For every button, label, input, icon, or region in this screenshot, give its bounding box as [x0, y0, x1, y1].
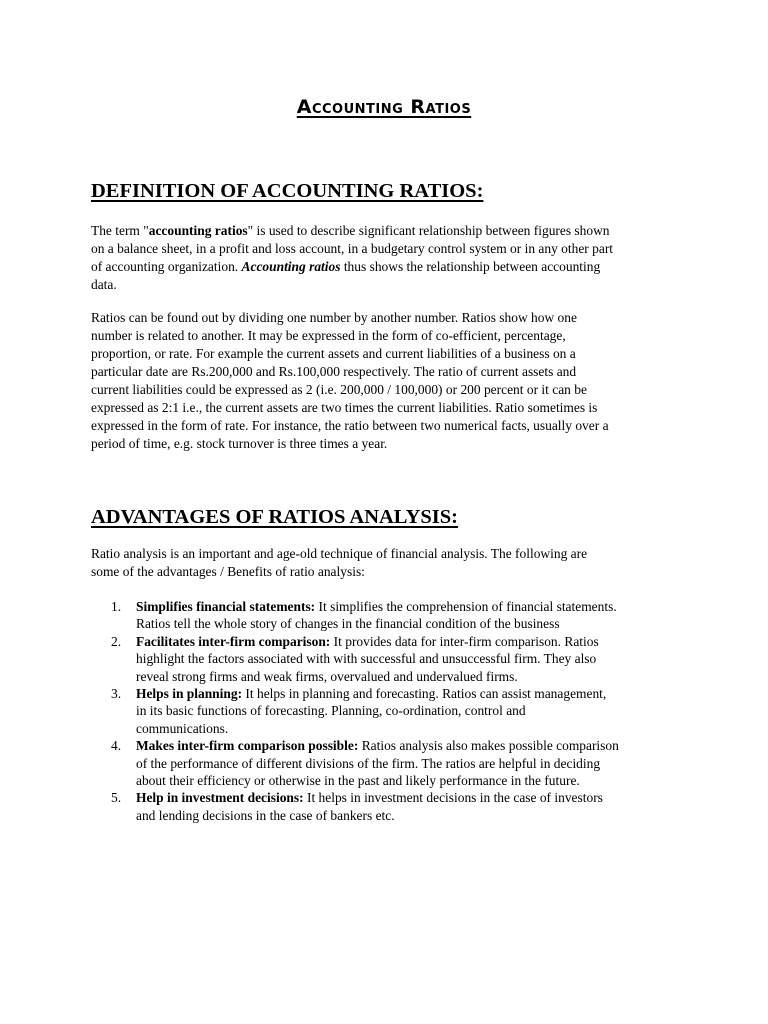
- definition-paragraph-2: [91, 309, 691, 453]
- text-line: data.: [91, 277, 117, 292]
- list-item: [91, 685, 619, 737]
- text-line: Makes inter-firm comparison possible: Ratios analysis also makes possible comparison: [136, 738, 619, 754]
- text-line: The term "accounting ratios" is used to describe significant relationship between figures shown: [91, 223, 610, 238]
- text-line: Ratios tell the whole story of changes in the financial condition of the business: [136, 616, 560, 632]
- text-line: Helps in planning: It helps in planning and forecasting. Ratios can assist management,: [136, 686, 607, 702]
- text-line: Ratio analysis is an important and age-old technique of financial analysis. The following are: [91, 546, 588, 561]
- list-item: [91, 598, 619, 633]
- text-line: expressed in the form of rate. For instance, the ratio between two numerical facts, usually over a: [91, 418, 609, 433]
- term-emphasis-italic: Accounting ratios: [241, 259, 341, 274]
- text-line: proportion, or rate. For example the current assets and current liabilities of a business on a: [91, 346, 576, 361]
- text-line: expressed as 2:1 i.e., the current assets are two times the current liabilities. Ratio sometimes is: [91, 400, 598, 415]
- text-line: Simplifies financial statements: It simplifies the comprehension of financial statements.: [136, 599, 617, 614]
- list-item-number: 2.: [111, 633, 122, 649]
- list-item: [91, 633, 619, 685]
- list-item: [91, 737, 619, 789]
- advantages-intro: [91, 545, 691, 581]
- text-line: highlight the factors associated with with successful and unsuccessful firm. They also: [136, 651, 597, 667]
- list-item-title: Help in investment decisions:: [136, 790, 304, 806]
- text-line: Facilitates inter-firm comparison: It provides data for inter-firm comparison. Ratios: [136, 633, 599, 649]
- text-line: about their efficiency or otherwise in the past and likely performance in the future.: [136, 773, 580, 789]
- list-item-title: Simplifies financial statements:: [136, 599, 316, 614]
- list-item-title: Facilitates inter-firm comparison:: [136, 633, 331, 649]
- text-line: current liabilities could be expressed as 2 (i.e. 200,000 / 100,000) or 200 percent or it can be: [91, 382, 587, 397]
- advantages-list: [91, 598, 619, 824]
- text-line: Help in investment decisions: It helps in investment decisions in the case of investors: [136, 790, 603, 806]
- list-item-title: Helps in planning:: [136, 686, 243, 702]
- text-line: number is related to another. It may be expressed in the form of co-efficient, percentage,: [91, 328, 566, 343]
- text-line: of the performance of different divisions of the firm. The ratios are helpful in deciding: [136, 755, 601, 771]
- definition-paragraph-1: [91, 222, 691, 294]
- text-line: on a balance sheet, in a profit and loss account, in a budgetary control system or in any other part: [91, 241, 614, 256]
- list-item-title: Makes inter-firm comparison possible:: [136, 738, 359, 754]
- list-item-number: 1.: [111, 599, 122, 614]
- list-item-number: 5.: [111, 790, 122, 806]
- list-item-number: 3.: [111, 686, 122, 702]
- list-item: [91, 789, 619, 824]
- text-line: period of time, e.g. stock turnover is three times a year.: [91, 436, 388, 451]
- text-line: of accounting organization. Accounting ratios thus shows the relationship between accounting: [91, 259, 601, 274]
- text-line: particular date are Rs.200,000 and Rs.100,000 respectively. The ratio of current assets and: [91, 364, 577, 379]
- text-line: communications.: [136, 720, 229, 736]
- text-line: and lending decisions in the case of bankers etc.: [136, 807, 395, 823]
- text-line: Ratios can be found out by dividing one number by another number. Ratios show how one: [91, 310, 577, 325]
- definition-heading: DEFINITION OF ACCOUNTING RATIOS:: [91, 180, 484, 202]
- advantages-heading: ADVANTAGES OF RATIOS ANALYSIS:: [91, 506, 459, 528]
- list-item-number: 4.: [111, 738, 122, 754]
- text-line: in its basic functions of forecasting. Planning, co-ordination, control and: [136, 703, 526, 719]
- text-line: reveal strong firms and weak firms, overvalued and undervalued firms.: [136, 668, 518, 684]
- document-title: Accounting Ratios: [296, 96, 472, 118]
- text-line: some of the advantages / Benefits of ratio analysis:: [91, 564, 365, 579]
- term-emphasis: accounting ratios: [148, 223, 248, 238]
